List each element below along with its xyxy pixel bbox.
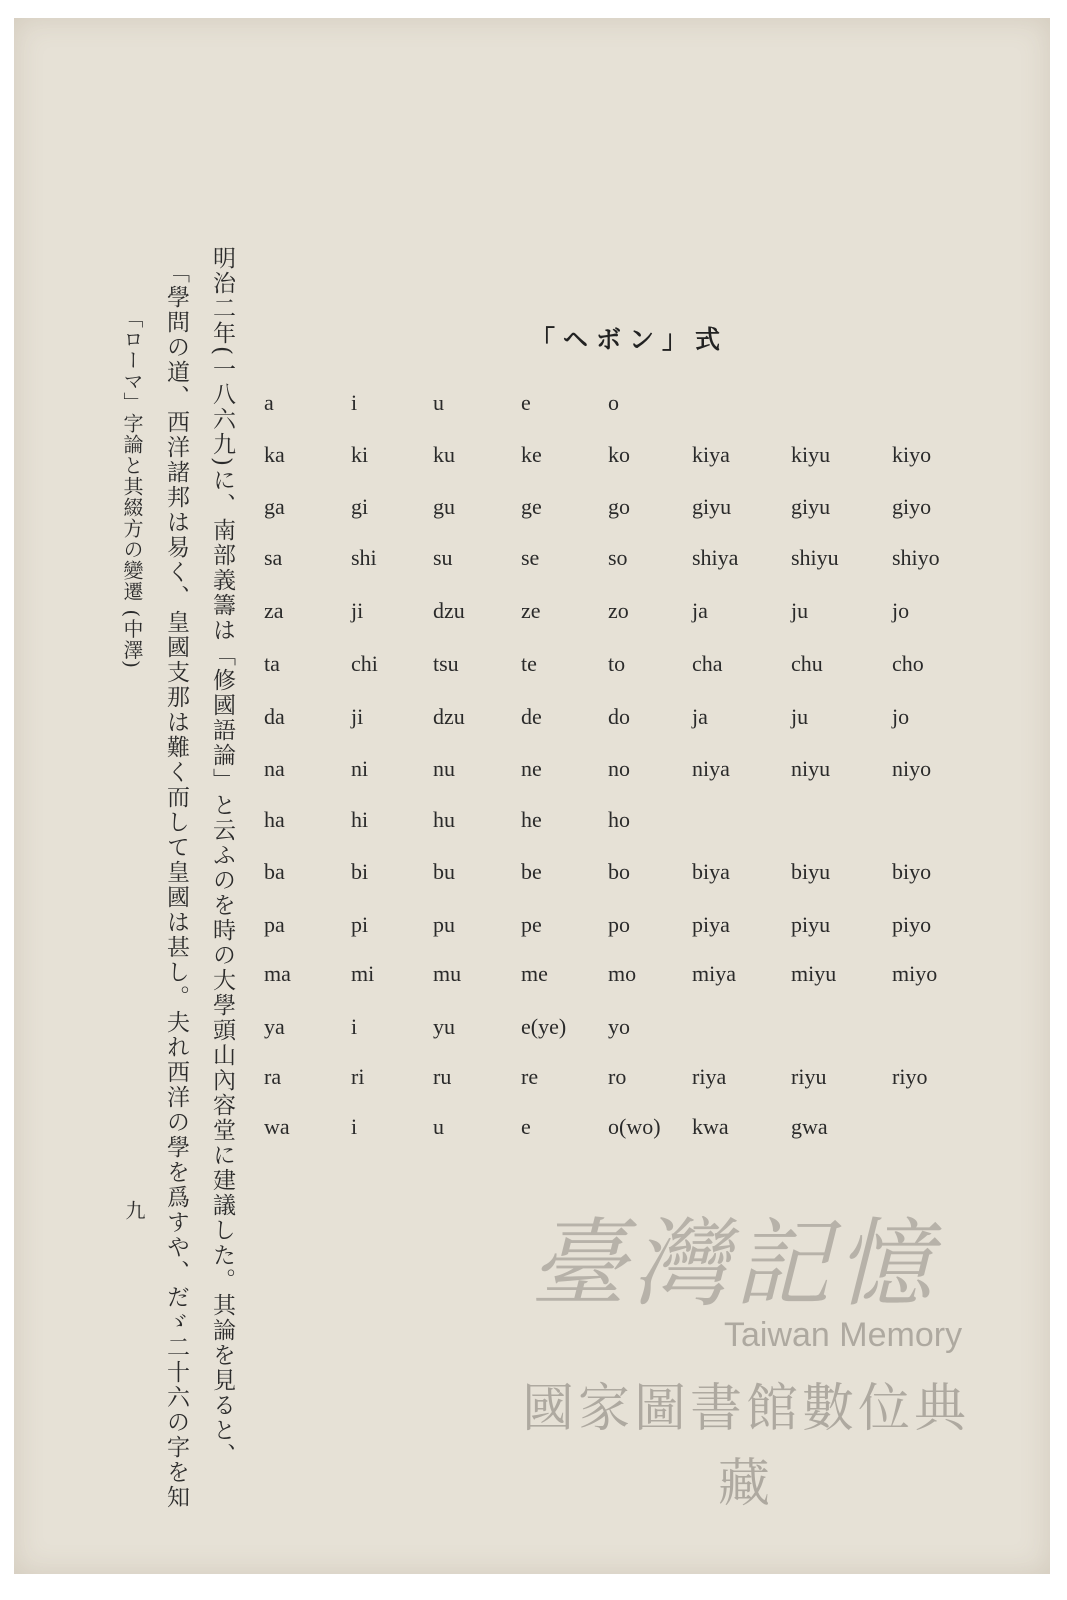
table-cell: miya [692, 961, 736, 986]
table-cell: shiya [692, 545, 739, 570]
table-cell: ba [264, 859, 285, 884]
watermark-title-cn: 臺灣記憶 [530, 1208, 938, 1320]
table-cell: de [521, 704, 542, 729]
table-cell: ho [608, 807, 630, 832]
table-row [14, 545, 1050, 575]
table-cell: ra [264, 1064, 282, 1089]
table-cell: miyu [791, 961, 837, 986]
table-cell: chi [351, 651, 378, 676]
table-cell: i [351, 1114, 358, 1139]
page-number: 九 [122, 1200, 146, 1222]
table-cell: yu [433, 1014, 455, 1039]
table-cell: kiyo [892, 442, 932, 467]
table-cell: pu [433, 912, 455, 937]
table-cell: piyo [892, 912, 932, 937]
table-cell: gu [433, 494, 455, 519]
table-cell: biya [692, 859, 730, 884]
table-cell: gi [351, 494, 369, 519]
table-row [14, 651, 1050, 681]
table-cell: be [521, 859, 542, 884]
table-cell: i [351, 1014, 358, 1039]
table-cell: ke [521, 442, 542, 467]
table-row [14, 1014, 1050, 1044]
table-cell: ko [608, 442, 630, 467]
table-cell: na [264, 756, 285, 781]
table-cell: a [264, 390, 274, 415]
table-cell: niya [692, 756, 730, 781]
table-cell: u [433, 1114, 444, 1139]
table-row [14, 807, 1050, 837]
table-cell: sa [264, 545, 283, 570]
table-cell: ju [791, 598, 809, 623]
table-cell: giyu [692, 494, 732, 519]
table-cell: riyo [892, 1064, 928, 1089]
table-row [14, 390, 1050, 420]
table-cell: bu [433, 859, 455, 884]
table-cell: bi [351, 859, 369, 884]
table-cell: go [608, 494, 630, 519]
table-cell: dzu [433, 598, 465, 623]
table-cell: jo [892, 704, 910, 729]
table-row [14, 1064, 1050, 1094]
table-cell: kiyu [791, 442, 831, 467]
table-cell: niyu [791, 756, 831, 781]
table-title: 「ヘボン」式 [530, 325, 729, 354]
table-cell: mu [433, 961, 462, 986]
table-row [14, 1114, 1050, 1144]
table-cell: riya [692, 1064, 727, 1089]
table-cell: to [608, 651, 626, 676]
table-cell: shi [351, 545, 377, 570]
table-cell: ma [264, 961, 291, 986]
table-cell: i [351, 390, 358, 415]
table-cell: dzu [433, 704, 465, 729]
table-cell: u [433, 390, 444, 415]
table-cell: kiya [692, 442, 730, 467]
watermark [474, 1188, 994, 1514]
table-cell: ja [692, 598, 708, 623]
table-cell: ru [433, 1064, 452, 1089]
table-cell: o [608, 390, 619, 415]
table-cell: ri [351, 1064, 365, 1089]
table-cell: giyu [791, 494, 831, 519]
table-cell: e(ye) [521, 1014, 567, 1039]
table-cell: ga [264, 494, 285, 519]
table-cell: wa [264, 1114, 290, 1139]
table-cell: ta [264, 651, 280, 676]
table-cell: yo [608, 1014, 630, 1039]
table-cell: ya [264, 1014, 285, 1039]
table-cell: gwa [791, 1114, 828, 1139]
table-row [14, 598, 1050, 628]
table-cell: ji [351, 598, 364, 623]
book-page [14, 18, 1050, 1574]
table-cell: kwa [692, 1114, 729, 1139]
table-cell: ne [521, 756, 542, 781]
body-text-column-2: 「學問の道、西洋諸邦は易く、皇國支那は難く而して皇國は甚し。夫れ西洋の學を爲すや、だゞ二十六の字を知 [163, 260, 189, 1510]
table-cell: mo [608, 961, 637, 986]
body-text-column-1: 明治二年(一八六九)に、南部義籌は「修國語論」と云ふのを時の大學頭山內容堂に建議した。其論を見ると、 [209, 246, 235, 1468]
table-cell: jo [892, 598, 910, 623]
table-cell: piyu [791, 912, 831, 937]
table-cell: ki [351, 442, 369, 467]
table-cell: pi [351, 912, 369, 937]
table-cell: hi [351, 807, 369, 832]
table-cell: te [521, 651, 537, 676]
table-cell: nu [433, 756, 455, 781]
table-cell: cha [692, 651, 723, 676]
running-title: 「ローマ」字論と其綴方の變遷 (中澤) [120, 308, 144, 669]
table-cell: hu [433, 807, 455, 832]
table-cell: po [608, 912, 630, 937]
table-cell: o(wo) [608, 1114, 661, 1139]
table-cell: biyu [791, 859, 831, 884]
watermark-subtitle-cn: 國家圖書館數位典藏 [521, 1379, 970, 1514]
table-row [14, 704, 1050, 734]
table-cell: riyu [791, 1064, 827, 1089]
table-cell: piya [692, 912, 730, 937]
table-cell: shiyu [791, 545, 839, 570]
table-cell: so [608, 545, 628, 570]
table-cell: e [521, 390, 531, 415]
table-cell: za [264, 598, 284, 623]
table-cell: bo [608, 859, 630, 884]
table-cell: pe [521, 912, 542, 937]
table-cell: ju [791, 704, 809, 729]
table-cell: ka [264, 442, 285, 467]
table-cell: pa [264, 912, 285, 937]
table-cell: ro [608, 1064, 627, 1089]
table-cell: re [521, 1064, 539, 1089]
table-row [14, 912, 1050, 942]
table-cell: cho [892, 651, 924, 676]
table-cell: zo [608, 598, 629, 623]
table-cell: ha [264, 807, 285, 832]
table-cell: da [264, 704, 285, 729]
table-cell: miyo [892, 961, 938, 986]
watermark-title-en: Taiwan Memory [724, 1316, 963, 1354]
table-row [14, 494, 1050, 524]
table-cell: do [608, 704, 630, 729]
table-cell: biyo [892, 859, 932, 884]
table-cell: shiyo [892, 545, 940, 570]
table-row [14, 961, 1050, 991]
table-cell: he [521, 807, 542, 832]
table-cell: no [608, 756, 630, 781]
table-cell: mi [351, 961, 375, 986]
table-row [14, 859, 1050, 889]
table-cell: chu [791, 651, 823, 676]
table-row [14, 442, 1050, 472]
table-cell: ku [433, 442, 455, 467]
table-cell: ge [521, 494, 542, 519]
table-row [14, 756, 1050, 786]
table-cell: ze [521, 598, 541, 623]
table-cell: niyo [892, 756, 932, 781]
table-cell: giyo [892, 494, 932, 519]
table-cell: se [521, 545, 540, 570]
table-cell: e [521, 1114, 531, 1139]
table-cell: ni [351, 756, 369, 781]
table-cell: me [521, 961, 548, 986]
table-cell: tsu [433, 651, 459, 676]
table-cell: su [433, 545, 453, 570]
table-cell: ji [351, 704, 364, 729]
table-cell: ja [692, 704, 708, 729]
